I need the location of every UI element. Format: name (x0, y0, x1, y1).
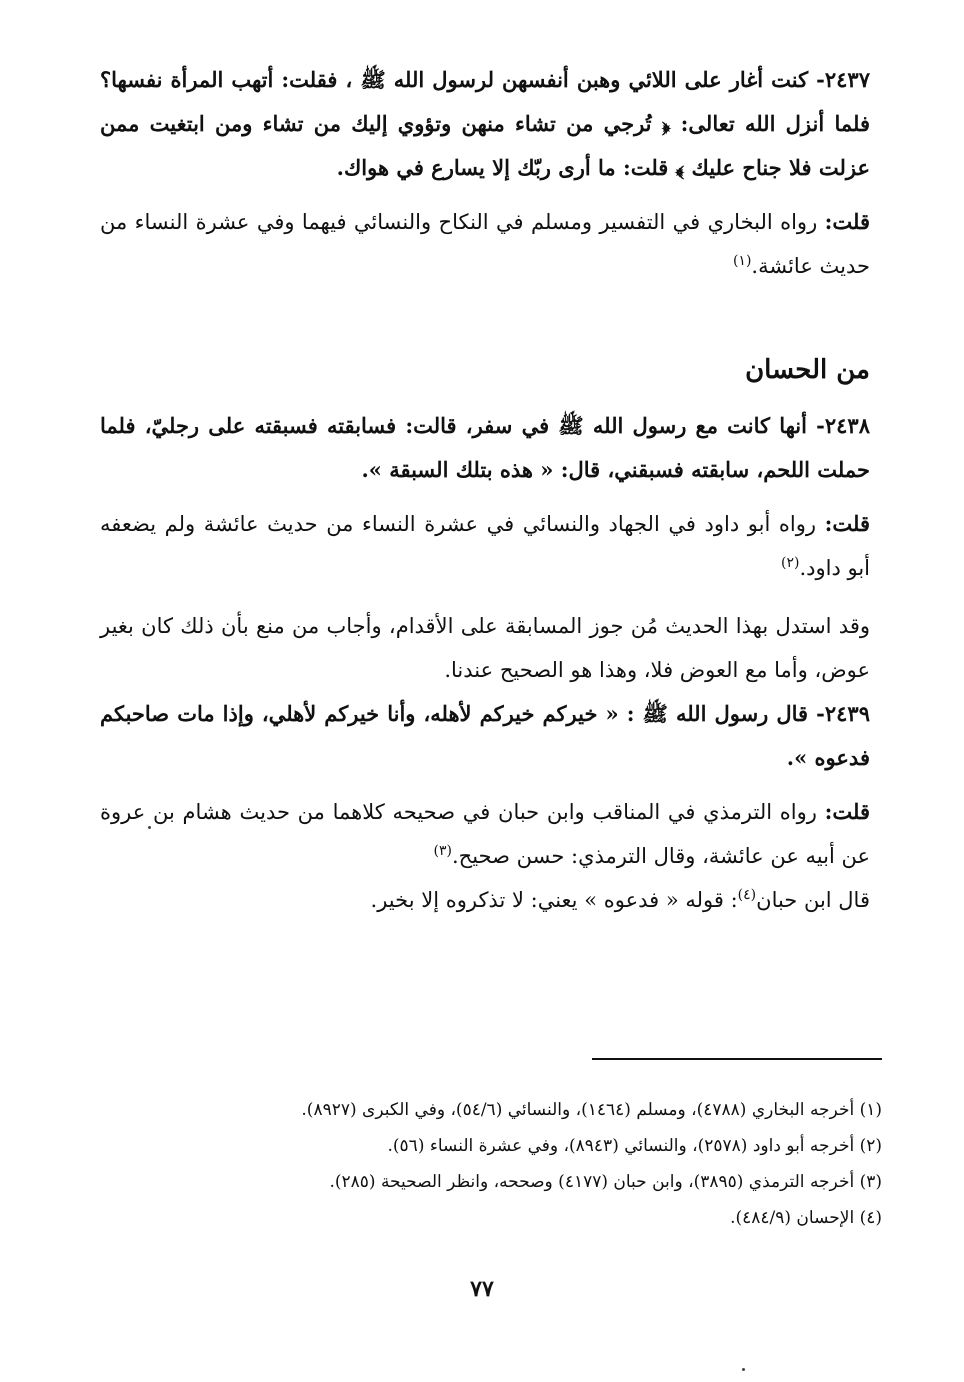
note-text: رواه أبو داود في الجهاد والنسائي في عشرة النساء من حديث عائشة ولم يضعفه أبو داود. (100, 512, 870, 580)
hadith-2438-text: ٢٤٣٨- أنها كانت مع رسول الله ﷺ في سفر، قالت: فسابقته فسبقته على رجليّ، فلما حملت اللحم، سابقته فسبقني، قال: « هذه بتلك السبقة ». (100, 413, 870, 482)
ibn-hibban-post: : قوله « فدعوه » يعني: لا تذكروه إلا بخير. (370, 888, 738, 912)
footnote-2: (٢) أخرجه أبو داود (٢٥٧٨)، والنسائي (٨٩٤٣)، وفي عشرة النساء (٥٦). (387, 1136, 882, 1156)
footnote-3: (٣) أخرجه الترمذي (٣٨٩٥)، وابن حبان (٤١٧٧) وصححه، وانظر الصحيحة (٢٨٥). (329, 1172, 882, 1192)
hadith-2437-text: ٢٤٣٧- كنت أغار على اللائي وهبن أنفسهن لرسول الله ﷺ ، فقلت: أتهب المرأة نفسها؟ فلما أنزل الله تعالى: ﴿ تُرجي من تشاء منهن وتؤوي إليك من تشاء ومن ابتغيت ممن عزلت فلا جناح عليك ﴾ قلت: ما أرى ربّك إلا يسارع في هواك. (100, 67, 870, 180)
ibn-hibban-comment (100, 878, 870, 922)
hadith-2438-comment: وقد استدل بهذا الحديث مُن جوز المسابقة على الأقدام، وأجاب من منع بأن ذلك كان بغير عوض، وأما مع العوض فلا، وهذا هو الصحيح عندنا. (100, 614, 870, 682)
hadith-2438-note (100, 502, 870, 590)
note-label: قلت: (824, 799, 870, 824)
note-label: قلت: (824, 511, 870, 536)
footnote-ref-1[interactable]: (١) (732, 253, 752, 269)
hadith-2439-note (100, 790, 870, 878)
hadith-2437-note (100, 200, 870, 288)
page-number: ٧٧ (470, 1276, 494, 1302)
footnote-divider (592, 1058, 882, 1060)
note-label: قلت: (824, 209, 870, 234)
note-text: رواه الترمذي في المناقب وابن حبان في صحيحه كلاهما من حديث هشام بن عروة عن أبيه عن عائشة، وقال الترمذي: حسن صحيح. (100, 800, 870, 868)
note-text: رواه البخاري في التفسير ومسلم في النكاح والنسائي فيهما وفي عشرة النساء من حديث عائشة. (100, 210, 870, 278)
footnote-ref-4[interactable]: (٤) (737, 887, 757, 903)
hadith-2439-text: ٢٤٣٩- قال رسول الله ﷺ : « خيركم خيركم لأهله، وأنا خيركم لأهلي، وإذا مات صاحبكم فدعوه ». (100, 701, 870, 770)
footnote-1: (١) أخرجه البخاري (٤٧٨٨)، ومسلم (١٤٦٤)، والنسائي (٥٤/٦)، وفي الكبرى (٨٩٢٧). (301, 1100, 882, 1120)
page-body (100, 58, 870, 922)
footnotes (120, 1092, 882, 1236)
ibn-hibban-pre: قال ابن حبان (756, 888, 870, 912)
footnote-4: (٤) الإحسان (٤٨٤/٩). (730, 1208, 882, 1228)
scan-speck (148, 826, 151, 829)
footnote-ref-2[interactable]: (٢) (780, 555, 800, 571)
section-title: من الحسان (745, 355, 870, 385)
footnote-ref-3[interactable]: (٣) (433, 843, 452, 859)
scan-speck (742, 1368, 745, 1371)
